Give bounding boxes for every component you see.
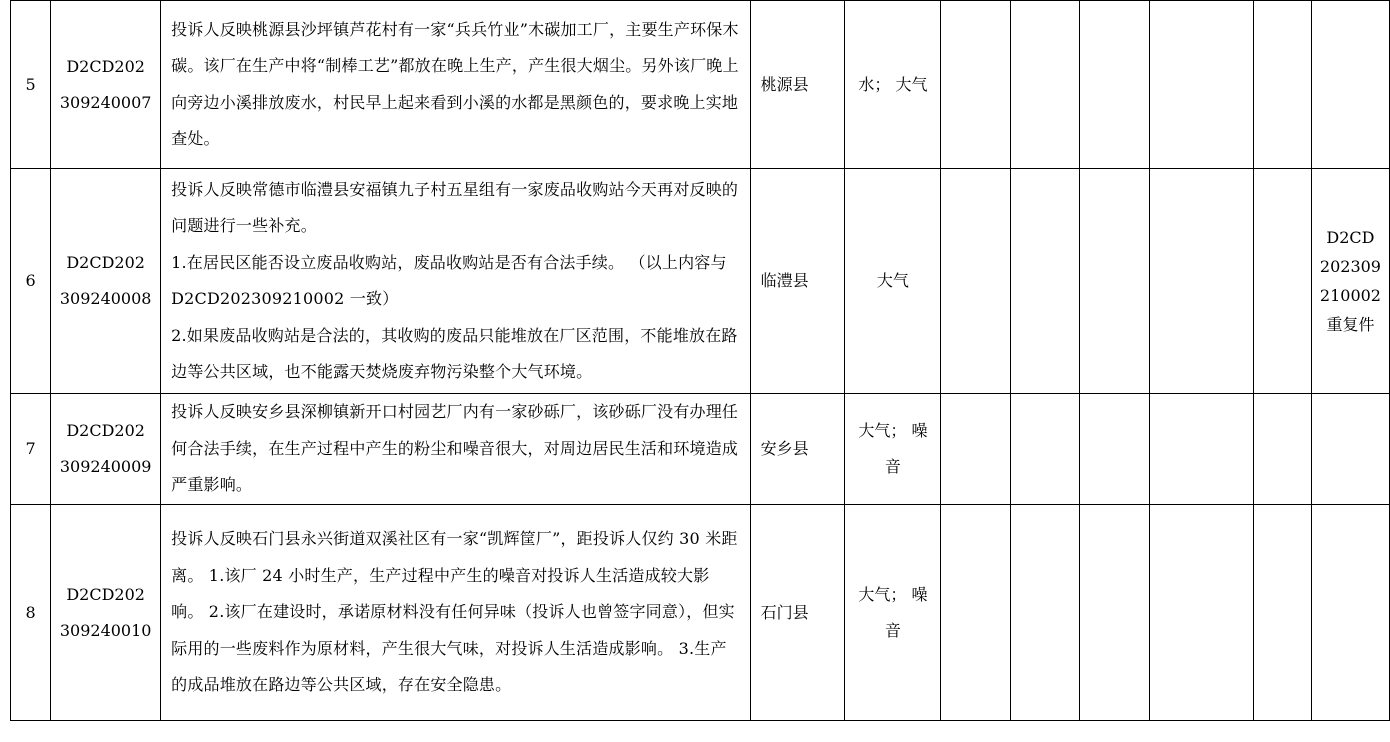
empty-cell bbox=[1254, 169, 1312, 394]
region-cell: 安乡县 bbox=[750, 394, 845, 505]
case-code: D2CD202 309240010 bbox=[51, 505, 161, 721]
note-cell: D2CD 202309 210002 重复件 bbox=[1311, 169, 1389, 394]
pollution-type: 大气 bbox=[845, 169, 941, 394]
complaint-description: 投诉人反映安乡县深柳镇新开口村园艺厂内有一家砂砾厂，该砂砾厂没有办理任何合法手续，在生产过程中产生的粉尘和噪音很大，对周边居民生活和环境造成严重影响。 bbox=[161, 394, 750, 505]
empty-cell bbox=[941, 1, 1011, 169]
empty-cell bbox=[1011, 1, 1080, 169]
table-row bbox=[11, 169, 1390, 394]
empty-cell bbox=[1011, 169, 1080, 394]
row-index: 5 bbox=[11, 1, 51, 169]
complaint-description: 投诉人反映桃源县沙坪镇芦花村有一家“兵兵竹业”木碳加工厂，主要生产环保木碳。该厂在生产中将“制棒工艺”都放在晚上生产，产生很大烟尘。另外该厂晚上向旁边小溪排放废水，村民早上起来看到小溪的水都是黑颜色的，要求晚上实地查处。 bbox=[161, 1, 750, 169]
empty-cell bbox=[941, 169, 1011, 394]
empty-cell bbox=[1254, 505, 1312, 721]
row-index: 6 bbox=[11, 169, 51, 394]
region-cell: 临澧县 bbox=[750, 169, 845, 394]
empty-cell bbox=[941, 394, 1011, 505]
region-cell: 桃源县 bbox=[750, 1, 845, 169]
table-row bbox=[11, 394, 1390, 505]
complaint-description: 投诉人反映常德市临澧县安福镇九子村五星组有一家废品收购站今天再对反映的问题进行一些补充。 1.在居民区能否设立废品收购站，废品收购站是否有合法手续。 （以上内容与 D2CD202309210002 一致） 2.如果废品收购站是合法的，其收购的废品只能堆放在厂区范围，不能堆放在路边等公共区域，也不能露天焚烧废弃物污染整个大气环境。 bbox=[161, 169, 750, 394]
case-code: D2CD202 309240009 bbox=[51, 394, 161, 505]
table-row bbox=[11, 505, 1390, 721]
case-code: D2CD202 309240007 bbox=[51, 1, 161, 169]
empty-cell bbox=[1080, 1, 1150, 169]
note-cell bbox=[1311, 394, 1389, 505]
pollution-type: 大气； 噪 音 bbox=[845, 394, 941, 505]
empty-cell bbox=[1149, 394, 1254, 505]
empty-cell bbox=[1080, 169, 1150, 394]
empty-cell bbox=[1080, 505, 1150, 721]
empty-cell bbox=[1149, 1, 1254, 169]
empty-cell bbox=[1254, 394, 1312, 505]
row-index: 7 bbox=[11, 394, 51, 505]
empty-cell bbox=[941, 505, 1011, 721]
empty-cell bbox=[1254, 1, 1312, 169]
pollution-type: 水； 大气 bbox=[845, 1, 941, 169]
case-code: D2CD202 309240008 bbox=[51, 169, 161, 394]
note-cell bbox=[1311, 505, 1389, 721]
table-row bbox=[11, 1, 1390, 169]
empty-cell bbox=[1080, 394, 1150, 505]
empty-cell bbox=[1011, 394, 1080, 505]
complaint-description: 投诉人反映石门县永兴街道双溪社区有一家“凯辉筐厂”，距投诉人仅约 30 米距离。 1.该厂 24 小时生产，生产过程中产生的噪音对投诉人生活造成较大影响。 2.该厂在建设时，承诺原材料没有任何异味（投诉人也曾签字同意），但实际用的一些废料作为原材料，产生很大气味，对投诉人生活造成影响。 3.生产的成品堆放在路边等公共区域，存在安全隐患。 bbox=[161, 505, 750, 721]
empty-cell bbox=[1149, 505, 1254, 721]
empty-cell bbox=[1011, 505, 1080, 721]
empty-cell bbox=[1149, 169, 1254, 394]
complaint-table bbox=[10, 0, 1390, 721]
note-cell bbox=[1311, 1, 1389, 169]
region-cell: 石门县 bbox=[750, 505, 845, 721]
row-index: 8 bbox=[11, 505, 51, 721]
pollution-type: 大气； 噪 音 bbox=[845, 505, 941, 721]
